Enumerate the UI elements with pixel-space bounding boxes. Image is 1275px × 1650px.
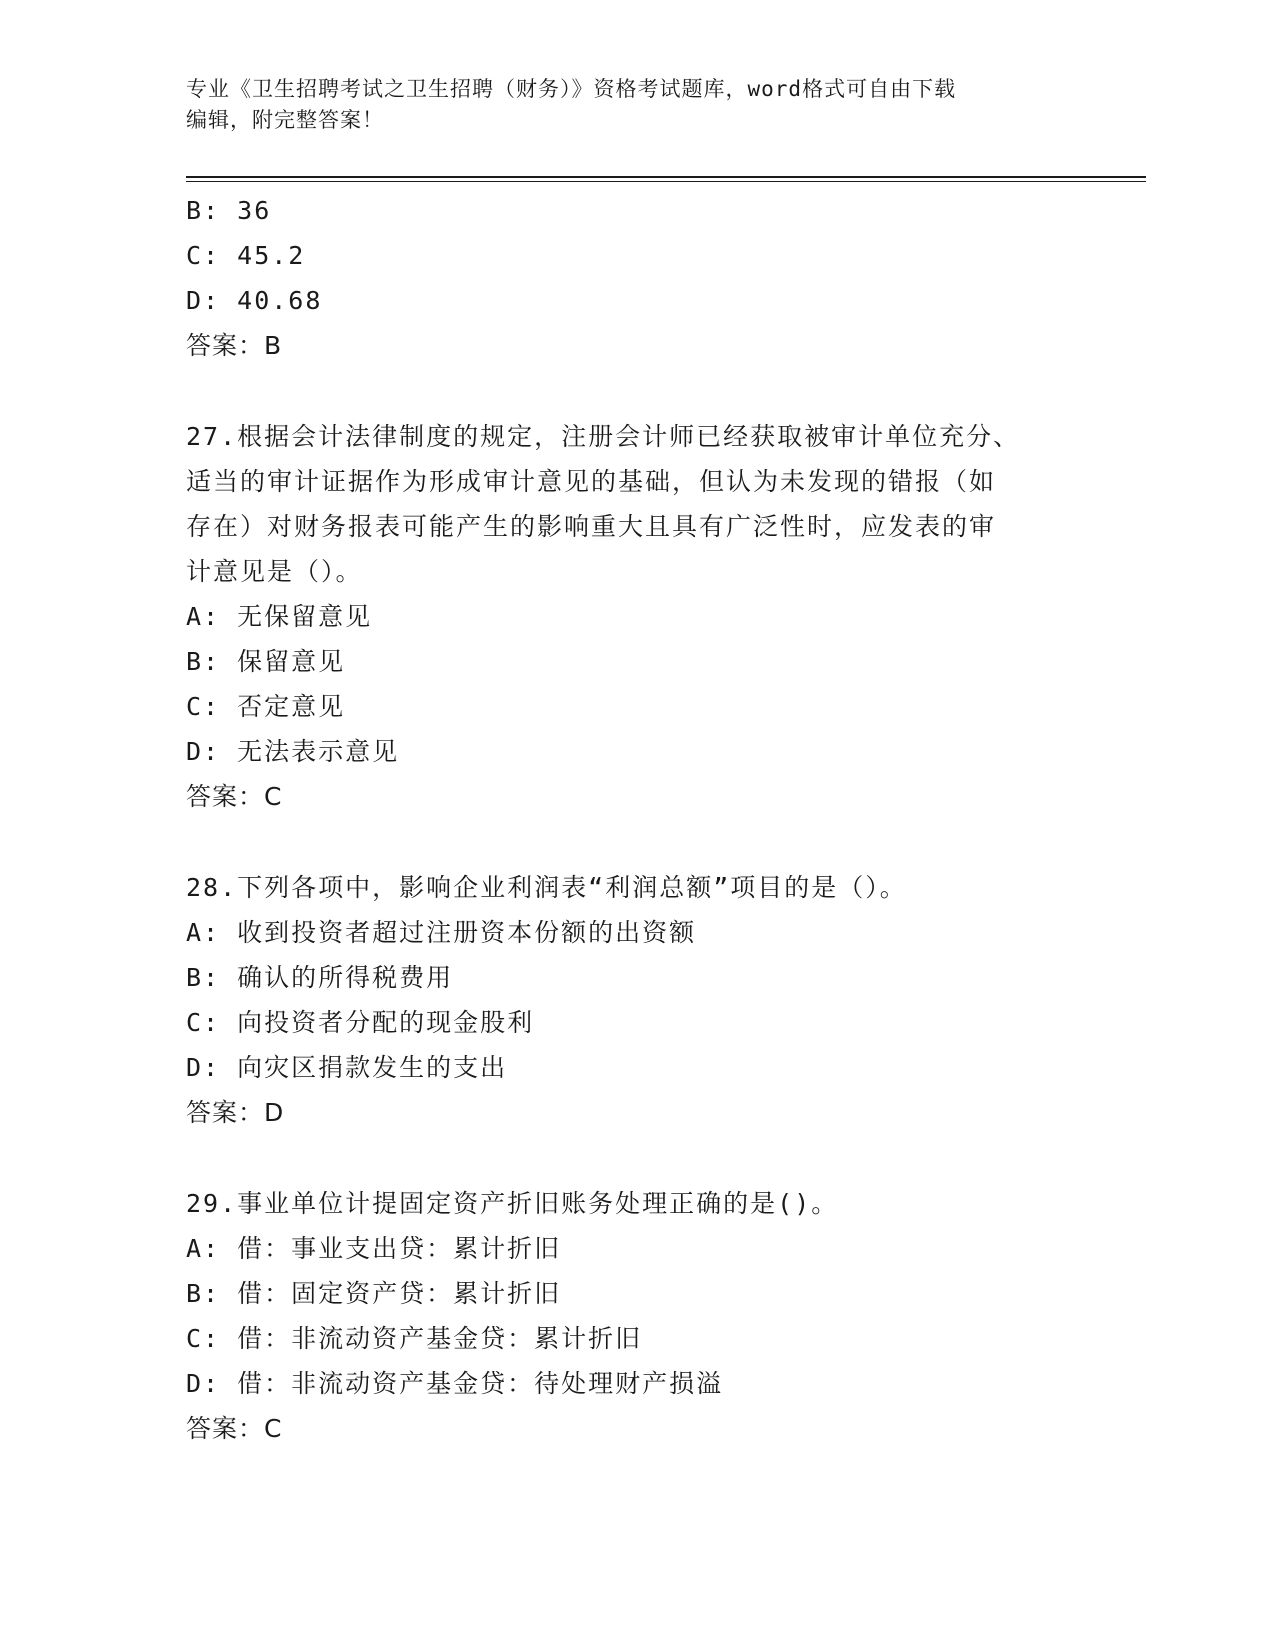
- option-d: D: 向灾区捐款发生的支出: [186, 1053, 508, 1082]
- spacer: [186, 1135, 1066, 1181]
- option-a: A: 借：事业支出贷：累计折旧: [186, 1234, 562, 1263]
- answer-line: 答案：C: [186, 1414, 283, 1443]
- option-b: B: 36: [186, 196, 272, 225]
- option-d: D: 40.68: [186, 286, 323, 315]
- header-line-2: 编辑，附完整答案！: [186, 108, 384, 132]
- header-rule-thick: [186, 176, 1146, 178]
- question-stem-line: 适当的审计证据作为形成审计意见的基础，但认为未发现的错报（如: [186, 467, 997, 496]
- question-29: [186, 1181, 1066, 1451]
- answer-line: 答案：C: [186, 782, 283, 811]
- header-rule-thin: [186, 181, 1146, 182]
- spacer: [186, 368, 1066, 414]
- answer-line: 答案：B: [186, 331, 283, 360]
- option-c: C: 向投资者分配的现金股利: [186, 1008, 535, 1037]
- option-b: B: 借：固定资产贷：累计折旧: [186, 1279, 562, 1308]
- question-28: [186, 865, 1066, 1135]
- question-content: [186, 188, 1066, 1451]
- spacer: [186, 819, 1066, 865]
- option-a: A: 收到投资者超过注册资本份额的出资额: [186, 918, 697, 947]
- question-stem-line: 计意见是（）。: [186, 557, 363, 586]
- option-c: C: 借：非流动资产基金贷：累计折旧: [186, 1324, 643, 1353]
- option-c: C: 45.2: [186, 241, 306, 270]
- option-d: D: 无法表示意见: [186, 737, 400, 766]
- option-a: A: 无保留意见: [186, 602, 373, 631]
- option-c: C: 否定意见: [186, 692, 346, 721]
- document-header: [186, 74, 1066, 136]
- question-stem-line: 27.根据会计法律制度的规定，注册会计师已经获取被审计单位充分、: [186, 422, 1021, 451]
- option-d: D: 借：非流动资产基金贷：待处理财产损溢: [186, 1369, 724, 1398]
- header-line-1: 专业《卫生招聘考试之卫生招聘（财务）》资格考试题库，word格式可自由下载: [186, 77, 957, 101]
- question-stem-line: 28.下列各项中，影响企业利润表“利润总额”项目的是（）。: [186, 873, 907, 902]
- option-b: B: 保留意见: [186, 647, 346, 676]
- option-b: B: 确认的所得税费用: [186, 963, 454, 992]
- question-stem-line: 29.事业单位计提固定资产折旧账务处理正确的是()。: [186, 1189, 839, 1218]
- question-stem-line: 存在）对财务报表可能产生的影响重大且具有广泛性时，应发表的审: [186, 512, 997, 541]
- carryover-question: [186, 188, 1066, 368]
- question-27: [186, 414, 1066, 819]
- answer-line: 答案：D: [186, 1098, 285, 1127]
